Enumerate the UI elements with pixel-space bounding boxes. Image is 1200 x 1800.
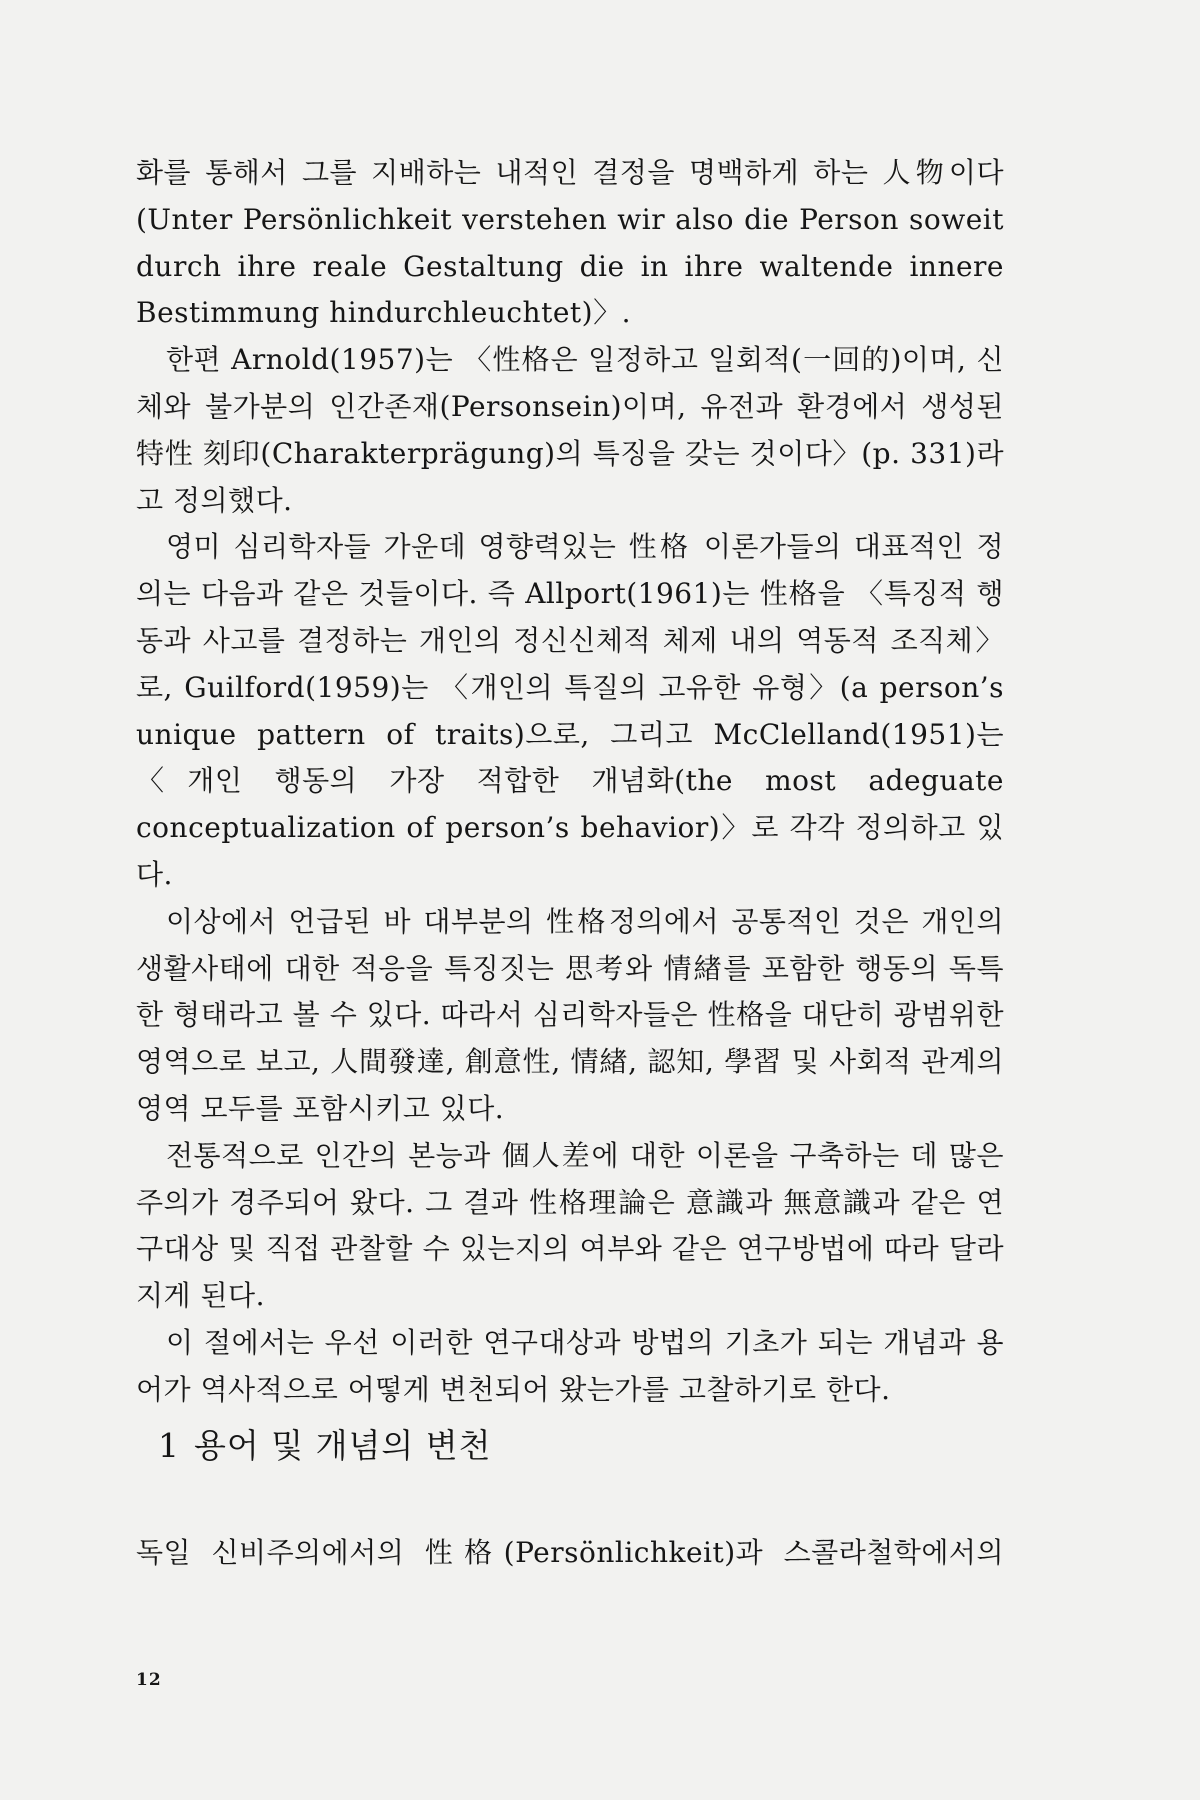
body-text (136, 150, 1004, 1414)
section-heading (158, 1424, 492, 1468)
paragraph-anglo-american-definitions: 영미 심리학자들 가운데 영향력있는 性格 이론가들의 대표적인 정의는 다음과 같은 것들이다. 즉 Allport(1961)는 性格을 〈특징적 행동과 사고를 결정하는 개인의 정신신체적 체제 내의 역동적 조직체〉로, Guilford(1959)는 〈개인의 특질의 고유한 유형〉(a person’s unique pattern of traits)으로, 그리고 McClelland(1951)는 〈개인 행동의 가장 적합한 개념화(the most adeguate conceptualization of person’s behavior)〉로 각각 정의하고 있다. (136, 530, 1004, 891)
page-number: 12 (136, 1670, 162, 1690)
paragraph-section-intro: 이 절에서는 우선 이러한 연구대상과 방법의 기초가 되는 개념과 용어가 역사적으로 어떻게 변천되어 왔는가를 고찰하기로 한다. (136, 1325, 1004, 1406)
paragraph-common-elements: 이상에서 언급된 바 대부분의 性格정의에서 공통적인 것은 개인의 생활사태에 대한 적응을 특징짓는 思考와 情緖를 포함한 행동의 독특한 형태라고 볼 수 있다. 따라서 심리학자들은 性格을 대단히 광범위한 영역으로 보고, 人間發達, 創意性, 情緖, 認知, 學習 및 사회적 관계의 영역 모두를 포함시키고 있다. (136, 904, 1004, 1125)
section-number: 1 (158, 1426, 180, 1465)
paragraph-traditional-theory: 전통적으로 인간의 본능과 個人差에 대한 이론을 구축하는 데 많은 주의가 경주되어 왔다. 그 결과 性格理論은 意識과 無意識과 같은 연구대상 및 직접 관찰할 수 있는지의 여부와 같은 연구방법에 따라 달라지게 된다. (136, 1138, 1004, 1313)
section-first-line: 독일 신비주의에서의 性格(Persönlichkeit)과 스콜라철학에서의 (136, 1536, 1004, 1569)
paragraph-arnold-definition: 한편 Arnold(1957)는 〈性格은 일정하고 일회적(一回的)이며, 신체와 불가분의 인간존재(Personsein)이며, 유전과 환경에서 생성된 特性 刻印(Charakterprägung)의 특징을 갖는 것이다〉(p. 331)라고 정의했다. (136, 343, 1004, 517)
section-title: 용어 및 개념의 변천 (194, 1426, 492, 1465)
paragraph-continued: 화를 통해서 그를 지배하는 내적인 결정을 명백하게 하는 人物이다 (Unter Persönlichkeit verstehen wir also die Person soweit durch ihre reale Gestaltung die in ihre waltende innere Bestimmung hindurchleuchtet)〉. (136, 156, 1004, 330)
